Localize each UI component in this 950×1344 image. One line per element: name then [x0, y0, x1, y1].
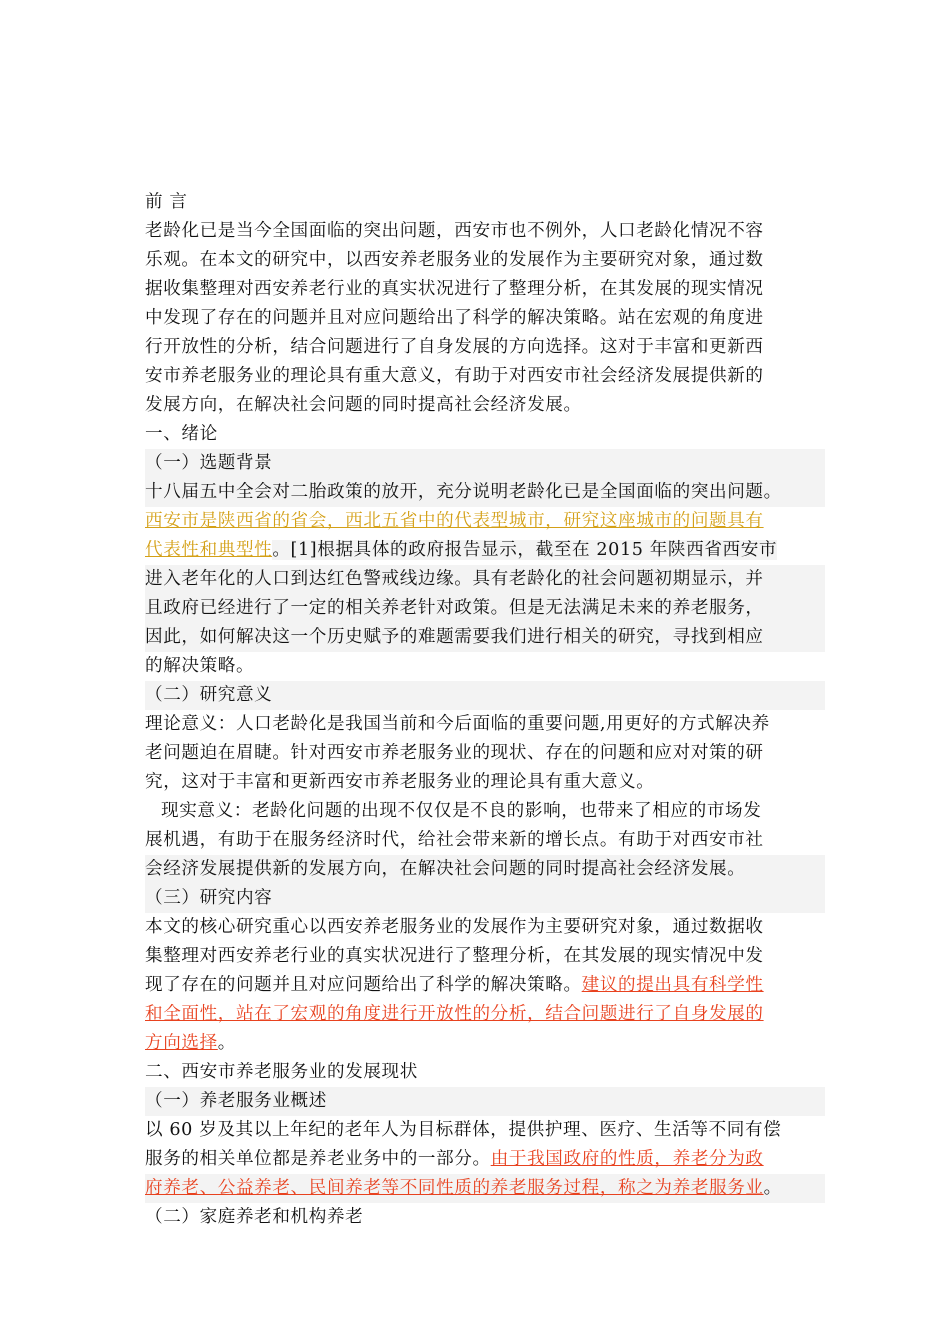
paragraph-text: 。	[217, 1033, 236, 1053]
paragraph-line: 本文的核心研究重心以西安养老服务业的发展作为主要研究对象，通过数据收	[145, 917, 764, 937]
subheading-background: （一）选题背景	[145, 449, 825, 478]
paragraph-line: 因此，如何解决这一个历史赋予的难题需要我们进行相关的研究，寻找到相应	[145, 623, 825, 652]
paragraph-line: 以 60 岁及其以上年纪的老年人为目标群体，提供护理、医疗、生活等不同有偿	[145, 1120, 782, 1140]
paragraph-text: 现了存在的问题并且对应问题给出了科学的解决策略。	[145, 975, 582, 995]
annotated-text[interactable]: 西安市是陕西省的省会，西北五省中的代表型城市，研究这座城市的问题具有	[145, 511, 764, 531]
paragraph-line: 十八届五中全会对二胎政策的放开，充分说明老龄化已是全国面临的突出问题。	[145, 478, 825, 507]
paragraph-line: 发展方向，在解决社会问题的同时提高社会经济发展。	[145, 395, 582, 415]
paragraph-line: 据收集整理对西安养老行业的真实状况进行了整理分析，在其发展的现实情况	[145, 279, 764, 299]
paragraph-line	[145, 971, 825, 1000]
paragraph-line: 会经济发展提供新的发展方向，在解决社会问题的同时提高社会经济发展。	[145, 855, 825, 884]
paragraph-line: 现实意义：老龄化问题的出现不仅仅是不良的影响，也带来了相应的市场发	[161, 801, 762, 821]
paragraph-line	[145, 507, 825, 536]
paragraph-line: 且政府已经进行了一定的相关养老针对政策。但是无法满足未来的养老服务，	[145, 594, 825, 623]
paragraph-line: 中发现了存在的问题并且对应问题给出了科学的解决策略。站在宏观的角度进	[145, 308, 764, 328]
paragraph-text: 服务的相关单位都是养老业务中的一部分。	[145, 1149, 491, 1169]
subheading-content: （三）研究内容	[145, 884, 825, 913]
annotated-text[interactable]: 由于我国政府的性质，养老分为政	[490, 1149, 764, 1169]
annotated-text[interactable]: 方向选择	[145, 1033, 218, 1053]
paragraph-line: 展机遇，有助于在服务经济时代，给社会带来新的增长点。有助于对西安市社	[145, 830, 764, 850]
paragraph-text: 。[1]根据具体的政府报告显示，截至在 2015 年陕西省西安市	[272, 540, 778, 560]
annotated-text[interactable]: 和全面性，站在了宏观的角度进行开放性的分析，结合问题进行了自身发展的	[145, 1004, 764, 1024]
paragraph-line: 理论意义：人口老龄化是我国当前和今后面临的重要问题,用更好的方式解决养	[145, 714, 770, 734]
paragraph-text: 。	[763, 1178, 782, 1198]
heading-introduction: 一、绪论	[145, 424, 218, 444]
section-title-preface: 前 言	[145, 192, 188, 212]
paragraph-line: 究，这对于丰富和更新西安市养老服务业的理论具有重大意义。	[145, 772, 655, 792]
paragraph-line: 乐观。在本文的研究中，以西安养老服务业的发展作为主要研究对象，通过数	[145, 250, 764, 270]
paragraph-line: 的解决策略。	[145, 656, 255, 676]
paragraph-line: 进入老年化的人口到达红色警戒线边缘。具有老龄化的社会问题初期显示，并	[145, 565, 825, 594]
paragraph-line	[145, 1174, 825, 1203]
paragraph-line: 老龄化已是当今全国面临的突出问题，西安市也不例外，人口老龄化情况不容	[145, 221, 764, 241]
annotated-text[interactable]: 代表性和典型性	[145, 540, 273, 560]
paragraph-line: 安市养老服务业的理论具有重大意义，有助于对西安市社会经济发展提供新的	[145, 366, 764, 386]
heading-current-status: 二、西安市养老服务业的发展现状	[145, 1062, 418, 1082]
annotated-text[interactable]: 建议的提出具有科学性	[581, 975, 764, 995]
paragraph-line: 行开放性的分析，结合问题进行了自身发展的方向选择。这对于丰富和更新西	[145, 337, 764, 357]
paragraph-line	[145, 1145, 825, 1174]
subheading-family-institutional: （二）家庭养老和机构养老	[145, 1207, 364, 1227]
paragraph-line	[145, 1000, 825, 1029]
paragraph-line: 集整理对西安养老行业的真实状况进行了整理分析，在其发展的现实情况中发	[145, 946, 764, 966]
annotated-text[interactable]: 府养老、公益养老、民间养老等不同性质的养老服务过程，称之为养老服务业	[145, 1178, 764, 1198]
paragraph-line: 老问题迫在眉睫。针对西安市养老服务业的现状、存在的问题和应对对策的研	[145, 743, 764, 763]
subheading-significance: （二）研究意义	[145, 681, 825, 710]
subheading-overview: （一）养老服务业概述	[145, 1087, 825, 1116]
paragraph-line	[145, 1029, 825, 1058]
document-body	[145, 188, 825, 1232]
paragraph-line	[145, 536, 825, 565]
